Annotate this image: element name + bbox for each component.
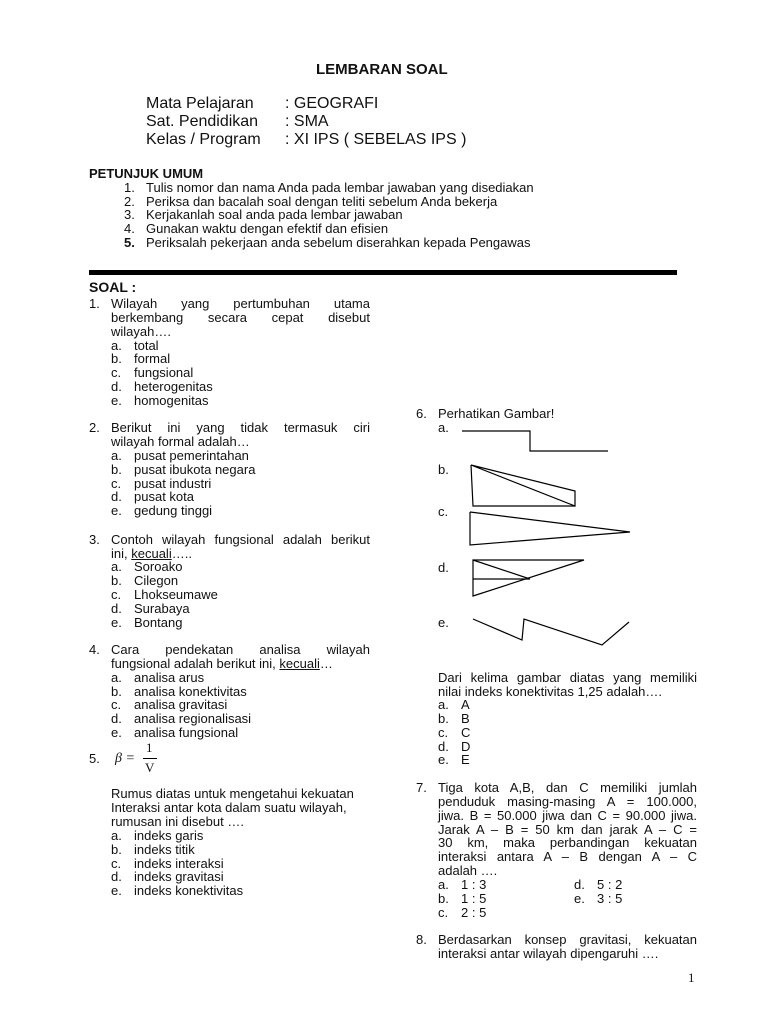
question-text-line: berkembang secara cepat disebut (111, 310, 370, 325)
question-text-line: fungsional adalah berikut ini, kecuali… (111, 656, 333, 671)
option-letter: a. (111, 559, 122, 574)
option-letter: a. (111, 670, 122, 685)
questions-heading: SOAL : (89, 279, 137, 295)
formula-numerator: 1 (146, 740, 153, 755)
option-letter: d. (438, 739, 449, 754)
option-text: C (461, 725, 471, 740)
document-title: LEMBARAN SOAL (316, 61, 448, 78)
question-text-line: Berikut ini yang tidak termasuk ciri (111, 420, 370, 435)
question-text-line: Berdasarkan konsep gravitasi, kekuatan (438, 932, 697, 947)
instructions-heading: PETUNJUK UMUM (89, 166, 204, 181)
option-letter: c. (111, 476, 122, 491)
option-letter: b. (438, 711, 449, 726)
question-text-line: ini, kecuali….. (111, 546, 192, 561)
option-letter: d. (111, 869, 122, 884)
figure-label: d. (438, 560, 449, 575)
option-text: indeks interaksi (134, 856, 224, 871)
option-text: Cilegon (134, 573, 179, 588)
option-letter: c. (111, 587, 122, 602)
option-text: pusat kota (134, 489, 194, 504)
figure-label: a. (438, 420, 449, 435)
option-text: analisa konektivitas (134, 684, 247, 699)
instruction-number: 2. (124, 194, 135, 209)
option-letter: b. (111, 462, 122, 477)
option-letter: e. (111, 883, 122, 898)
question-text-line: Tiga kota A,B, dan C memiliki jumlah (438, 780, 697, 795)
header-label-school: Sat. Pendidikan (146, 113, 259, 130)
header-value-school: : SMA (285, 113, 329, 130)
option-letter: a. (111, 828, 122, 843)
option-text: D (461, 739, 471, 754)
instruction-text: Kerjakanlah soal anda pada lembar jawaban (146, 207, 403, 222)
question-text-line: Wilayah yang pertumbuhan utama (111, 296, 370, 311)
option-text: gedung tinggi (134, 503, 213, 518)
question-text-line: Contoh wilayah fungsional adalah berikut (111, 532, 370, 547)
option-text: A (461, 697, 470, 712)
option-letter: c. (111, 856, 122, 871)
option-text: Lhokseumawe (134, 587, 218, 602)
option-text: indeks garis (134, 828, 204, 843)
page-number: 1 (688, 970, 695, 985)
question-text-line: Perhatikan Gambar! (438, 406, 555, 421)
instruction-number: 4. (124, 221, 135, 236)
option-letter: e. (438, 752, 449, 767)
figure-c-network (470, 512, 630, 545)
question-text-line: Cara pendekatan analisa wilayah (111, 642, 370, 657)
option-text: total (134, 338, 159, 353)
option-text: pusat industri (134, 476, 212, 491)
question-number: 7. (416, 780, 427, 795)
option-text: indeks gravitasi (134, 869, 224, 884)
question-number: 2. (89, 420, 100, 435)
header-value-subject: : GEOGRAFI (285, 95, 379, 112)
option-letter: b. (111, 351, 122, 366)
formula-lhs: β = (115, 751, 135, 766)
option-text: E (461, 752, 470, 767)
formula-denominator: V (145, 760, 155, 775)
instruction-text: Periksalah pekerjaan anda sebelum diserahkan kepada Pengawas (146, 235, 531, 250)
option-letter: b. (438, 891, 449, 906)
question-number: 1. (89, 296, 100, 311)
instruction-number: 3. (124, 207, 135, 222)
option-letter: d. (111, 711, 122, 726)
option-text: Bontang (134, 615, 183, 630)
figure-d-inner (473, 560, 530, 579)
option-text: formal (134, 351, 171, 366)
option-text: homogenitas (134, 393, 209, 408)
question-number: 5. (89, 751, 100, 766)
option-text: 3 : 5 (597, 891, 623, 906)
option-text: 1 : 5 (461, 891, 487, 906)
question-text-line: nilai indeks konektivitas 1,25 adalah…. (438, 684, 663, 699)
option-text: indeks konektivitas (134, 883, 244, 898)
option-letter: c. (111, 365, 122, 380)
option-text: 2 : 5 (461, 905, 487, 920)
option-letter: a. (111, 448, 122, 463)
question-text-line: penduduk masing-masing A = 100.000, (438, 794, 697, 809)
option-text: Surabaya (134, 601, 190, 616)
question-text-line: 30 km, maka perbandingan kekuatan (438, 835, 697, 850)
instruction-text: Tulis nomor dan nama Anda pada lembar jawaban yang disediakan (146, 180, 534, 195)
figure-b-network (471, 465, 575, 506)
option-text: analisa regionalisasi (134, 711, 252, 726)
question-text-line: Rumus diatas untuk mengetahui kekuatan (111, 786, 354, 801)
question-text-line: rumusan ini disebut …. (111, 814, 244, 829)
option-text: analisa fungsional (134, 725, 239, 740)
header-value-class: : XI IPS ( SEBELAS IPS ) (285, 131, 467, 148)
header-label-subject: Mata Pelajaran (146, 95, 254, 112)
option-letter: e. (574, 891, 585, 906)
instruction-text: Gunakan waktu dengan efektif dan efisien (146, 221, 389, 236)
option-letter: d. (111, 379, 122, 394)
option-text: fungsional (134, 365, 194, 380)
question-text-line: Interaksi antar kota dalam suatu wilayah, (111, 800, 347, 815)
option-letter: e. (111, 615, 122, 630)
option-letter: b. (111, 573, 122, 588)
question-number: 4. (89, 642, 100, 657)
option-text: Soroako (134, 559, 183, 574)
option-letter: a. (438, 697, 449, 712)
question-text-line: wilayah formal adalah… (111, 434, 250, 449)
option-text: pusat pemerintahan (134, 448, 249, 463)
question-number: 8. (416, 932, 427, 947)
question-text-line: interaksi antara A – B dengan A – C (438, 849, 697, 864)
option-letter: e. (111, 393, 122, 408)
option-letter: d. (111, 489, 122, 504)
header-label-class: Kelas / Program (146, 131, 261, 148)
option-letter: e. (111, 503, 122, 518)
option-letter: a. (111, 338, 122, 353)
option-text: 5 : 2 (597, 877, 623, 892)
option-letter: e. (111, 725, 122, 740)
instruction-number: 1. (124, 180, 135, 195)
option-text: B (461, 711, 470, 726)
figure-label: e. (438, 615, 449, 630)
question-text-line: Jarak A – B = 50 km dan jarak A – C = (438, 822, 697, 837)
question-text-line: Dari kelima gambar diatas yang memiliki (438, 670, 697, 685)
option-text: pusat ibukota negara (134, 462, 256, 477)
question-text-line: wilayah…. (111, 324, 171, 339)
figure-a-network (462, 431, 608, 451)
question-number: 3. (89, 532, 100, 547)
question-text-line: jiwa. B = 50.000 jiwa dan C = 90.000 jiwa. (438, 808, 697, 823)
option-text: analisa gravitasi (134, 697, 228, 712)
option-letter: c. (111, 697, 122, 712)
option-letter: b. (111, 684, 122, 699)
option-letter: a. (438, 877, 449, 892)
option-letter: d. (574, 877, 585, 892)
option-letter: c. (438, 905, 449, 920)
instruction-number: 5. (124, 235, 135, 250)
option-text: indeks titik (134, 842, 195, 857)
question-text-line: interaksi antar wilayah dipengaruhi …. (438, 946, 659, 961)
instruction-text: Periksa dan bacalah soal dengan teliti sebelum Anda bekerja (146, 194, 498, 209)
option-letter: c. (438, 725, 449, 740)
option-letter: b. (111, 842, 122, 857)
question-text-line: adalah …. (438, 863, 498, 878)
option-text: heterogenitas (134, 379, 213, 394)
question-number: 6. (416, 406, 427, 421)
option-letter: d. (111, 601, 122, 616)
figure-e-network (473, 619, 629, 645)
figure-label: c. (438, 504, 449, 519)
option-text: analisa arus (134, 670, 205, 685)
option-text: 1 : 3 (461, 877, 487, 892)
figure-label: b. (438, 462, 449, 477)
